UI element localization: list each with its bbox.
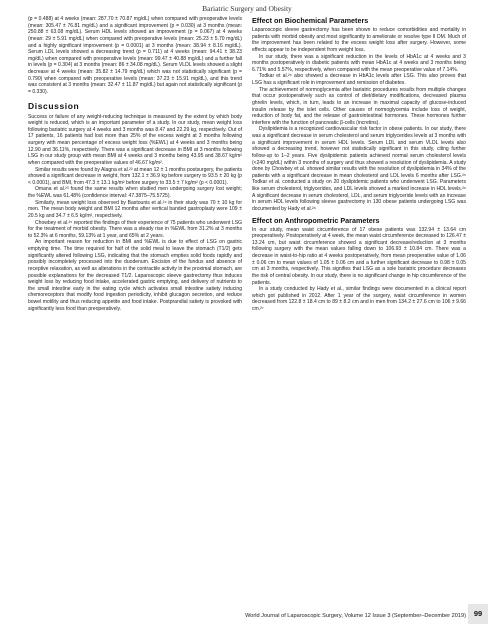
left-column: [28, 16, 242, 312]
biochemical-paragraph: The achievement of normoglycemia after bariatric procedures results from multiple changes that occur postoperatively such as control of diet/dietary modifications, decreased plasma ghrelin levels, which, in turn, leads to an increase in maximal capacity of glucose-induced insulin release by the islet cells. Other causes of normoglycemia include loss of weight, reduction of body fat, and the release of gastrointestinal hormones. These hormones further interfere with the function of pancreatic β-cells (incretins).: [252, 86, 466, 126]
anthropometric-paragraph: In our study, mean waist circumference of 17 obese patients was 132.94 ± 13.64 cm preoperatively. Postoperatively at 4 week, the mean waist circumference decreased to 126.47 ± 13.24 cm, but waist circumference showed a significant decrease/reduction at 3 months following surgery with the mean values falling down to 106.93 ± 10.84 cm. There was a decrease in waist-to-hip ratio at 4 weeks postoperatively, from mean preoperative value of 1.06 ± 0.06 cm to mean values of 1.05 ± 0.06 cm and a further significant decrease to 0.98 ± 0.05 cm at 3 months, respectively. This signifies that LSG as a sole bariatric procedure decreases the risk of central obesity. In our study, there is no significant change in hip circumference of the patients.: [252, 226, 466, 286]
journal-footer: World Journal of Laparoscopic Surgery, Volume 12 Issue 3 (September–December 2019): [245, 613, 466, 619]
biochemical-paragraph: In our study, there was a significant reduction in the levels of HbA1c at 4 weeks and 3 months postoperatively in diabetic patients with mean HbA1c at 4 weeks and 3 months being 6.71% and 5.57%, respectively, when compared with the mean preoperative value of 7.14%.: [252, 53, 466, 73]
discussion-paragraph: Similar results were found by Alagna et al.²² at mean 12 ± 1 months postsurgery, the patients showed a significant decrease in weight, from 132.1 ± 36.9 kg before surgery to 93.5 ± 20 kg (p < 0.0001), and BMI, from 47.3 ± 13.1 kg/m² before surgery to 33.5 ± 7 kg/m² (p < 0.0001).: [28, 166, 242, 186]
discussion-paragraph: Similarly, mean weight loss observed by Bastounis et al.²⁴ in their study was 70 ± 10 kg for men. The mean body weight and BMI 12 months after vertical banded gastroplasty were 109 ± 20.5 kg and 34.7 ± 6.5 kg/m², respectively.: [28, 199, 242, 219]
biochemical-paragraph: Laparoscopic sleeve gastrectomy has been shown to reduce comorbidities and mortality in patients with morbid obesity and most significantly to ameliorate or resolve type II DM. Much of the improvement has been related to the excess weight loss after surgery. However, some effects appear to be independent from weight loss.: [252, 27, 466, 53]
anthropometric-paragraph: In a study conducted by Hady et al., similar findings were documented in a clinical report which got published in 2012. After 1 year of the surgery, waist circumference in women decreased from 122.8 ± 18.4 cm to 89 ± 8.2 cm and in men from 134.2 ± 27.6 cm to 106 ± 9.66 cm.²⁷: [252, 286, 466, 312]
biochemical-heading: Effect on Biochemical Parameters: [252, 16, 369, 25]
running-head: Bariatric Surgery and Obesity: [202, 4, 292, 13]
discussion-paragraph: Success or failure of any weight-reducing technique is measured by the extent by which body weight is reduced, which is an important parameter of a study. In our study, mean weight loss following bariatric surgery at 4 weeks and 3 months was 8.47 and 22.29 kg, respectively. Out of 17 patients, 16 patients had lost more than 25% of the excess weight at 3 months following surgery with mean percentage of excess weight loss (%EWL) at 4 weeks and 3 months being 12.90 and 36.11%, respectively. There was a significant decrease in BMI at 3 months following LSG in our study group with mean BMI at 4 weeks and 3 months being 43.95 and 38.67 kg/m² when compared with the preoperative values of 46.67 kg/m².: [28, 113, 242, 166]
right-column: [252, 16, 466, 313]
biochemical-paragraph: Dyslipidemia is a recognized cardiovascular risk factor in obese patients. In our study, there was a significant decrease in serum cholesterol and serum triglycerides levels at 3 months with a significant improvement in serum HDL levels. Serum LDL and serum VLDL levels also showed a decreasing trend, however not statistically significant in this study, citing further follow-up to 1–2 years. Five dyslipidemic patients achieved normal serum cholesterol levels (<240 mg/dL) within 3 months of surgery and thus showed a resolution of dyslipidemia. A study done by Chowbey et al. showed similar results with the resolution of dyslipidemia in 34% of the patients with a significant decrease in mean cholesterol and LDL levels 6 months after LSG.²⁵ Todkar et al. conducted a study on 20 dyslipidemic patients who underwent LSG. Parameters like serum cholesterol, triglycerides, and LDL levels showed a marked increase in HDL levels.²⁶ A significant decrease in serum cholesterol, LDL, and serum triglyceride levels with an increase in serum HDL levels following sleeve gastrectomy in 130 obese patients undergoing LSG was documented by Hady et al.²⁶: [252, 126, 466, 212]
results-paragraph: (p = 0.488) at 4 weeks (mean: 287.70 ± 70.87 mg/dL) when compared with preoperative levels (mean: 305.47 ± 76.81 mg/dL) and a significant improvement (p = 0.030) at 3 months (mean: 250.88 ± 63.08 mg/dL). Serum HDL levels showed an improvement (p = 0.067) at 4 weeks (mean: 29 ± 5.91 mg/dL) when compared with preoperative levels (mean: 25.23 ± 5.70 mg/dL) and a highly significant improvement (p = 0.0001) at 3 months (mean: 38.94 ± 8.16 mg/dL). Serum LDL levels showed a decreasing trend (p = 0.711) at 4 weeks (mean: 94.41 ± 38.23 mg/dL) when compared with preoperative levels (mean: 99.47 ± 40.88 mg/dL) and a further fall in levels (p = 0.304) at 3 months (mean: 86 ± 34.08 mg/dL). Serum VLDL levels showed a slight decrease at 4 weeks (mean: 35.82 ± 14.79 mg/dL) which was not statistically significant (p = 0.790) when compared with preoperative levels (mean: 37.23 ± 15.91 mg/dL), and this trend was consistent at 3 months (mean: 32.47 ± 11.87 mg/dL) but again not statistically significant (p = 0.330).: [28, 16, 242, 95]
discussion-paragraph: Chowbey et al.²⁵ reported the findings of their experience of 75 patients who underwent LSG for the treatment of morbid obesity. There was a steady rise in %EWL from 31.2% at 3 months to 52.3% at 6 months, 59.13% at 1 year, and 65% at 2 years.: [28, 219, 242, 239]
anthropometric-heading: Effect on Anthropometric Parameters: [252, 215, 380, 225]
page-number: 99: [468, 604, 488, 624]
discussion-heading: Discussion: [28, 100, 80, 111]
discussion-paragraph: An important reason for reduction in BMI and %EWL is due to effect of LSG on gastric emptying time. The time required for half of the solid meal to leave the stomach (T1/2) gets significantly altered following LSG, indicating that the stomach empties solid foods rapidly and possibly incompletely processed into the duodenum. Excision of the fundus and absence of receptive relaxation, as well as alterations in the contractile activity in the proximal stomach, are possible explanations for the decreased T1/2. Laparoscopic sleeve gastrectomy thus induces weight loss by reducing food intake, accelerated gastric emptying, and delivery of nutrients to the small intestine early in the eating cycle which activates small intestine satiety inducing chemoreceptors that modify food ingestion periodicity, inhibit glucagon secretion, and reduce bowel motility and thus reducing appetite and food intake. Postprandial satiety is provoked with significantly less food than preoperatively.: [28, 239, 242, 312]
discussion-paragraph: Omana et al.²³ found the same results when studied men undergoing surgery lost weight; the %EWL was 61.48% (confidence interval: 47.3875–75.5725).: [28, 186, 242, 199]
biochemical-paragraph: Todkar et al.²⁵ also showed a decrease in HbA1c levels after LSG. This also proves that LSG has a significant role in improvement and remission of diabetes.: [252, 73, 466, 86]
